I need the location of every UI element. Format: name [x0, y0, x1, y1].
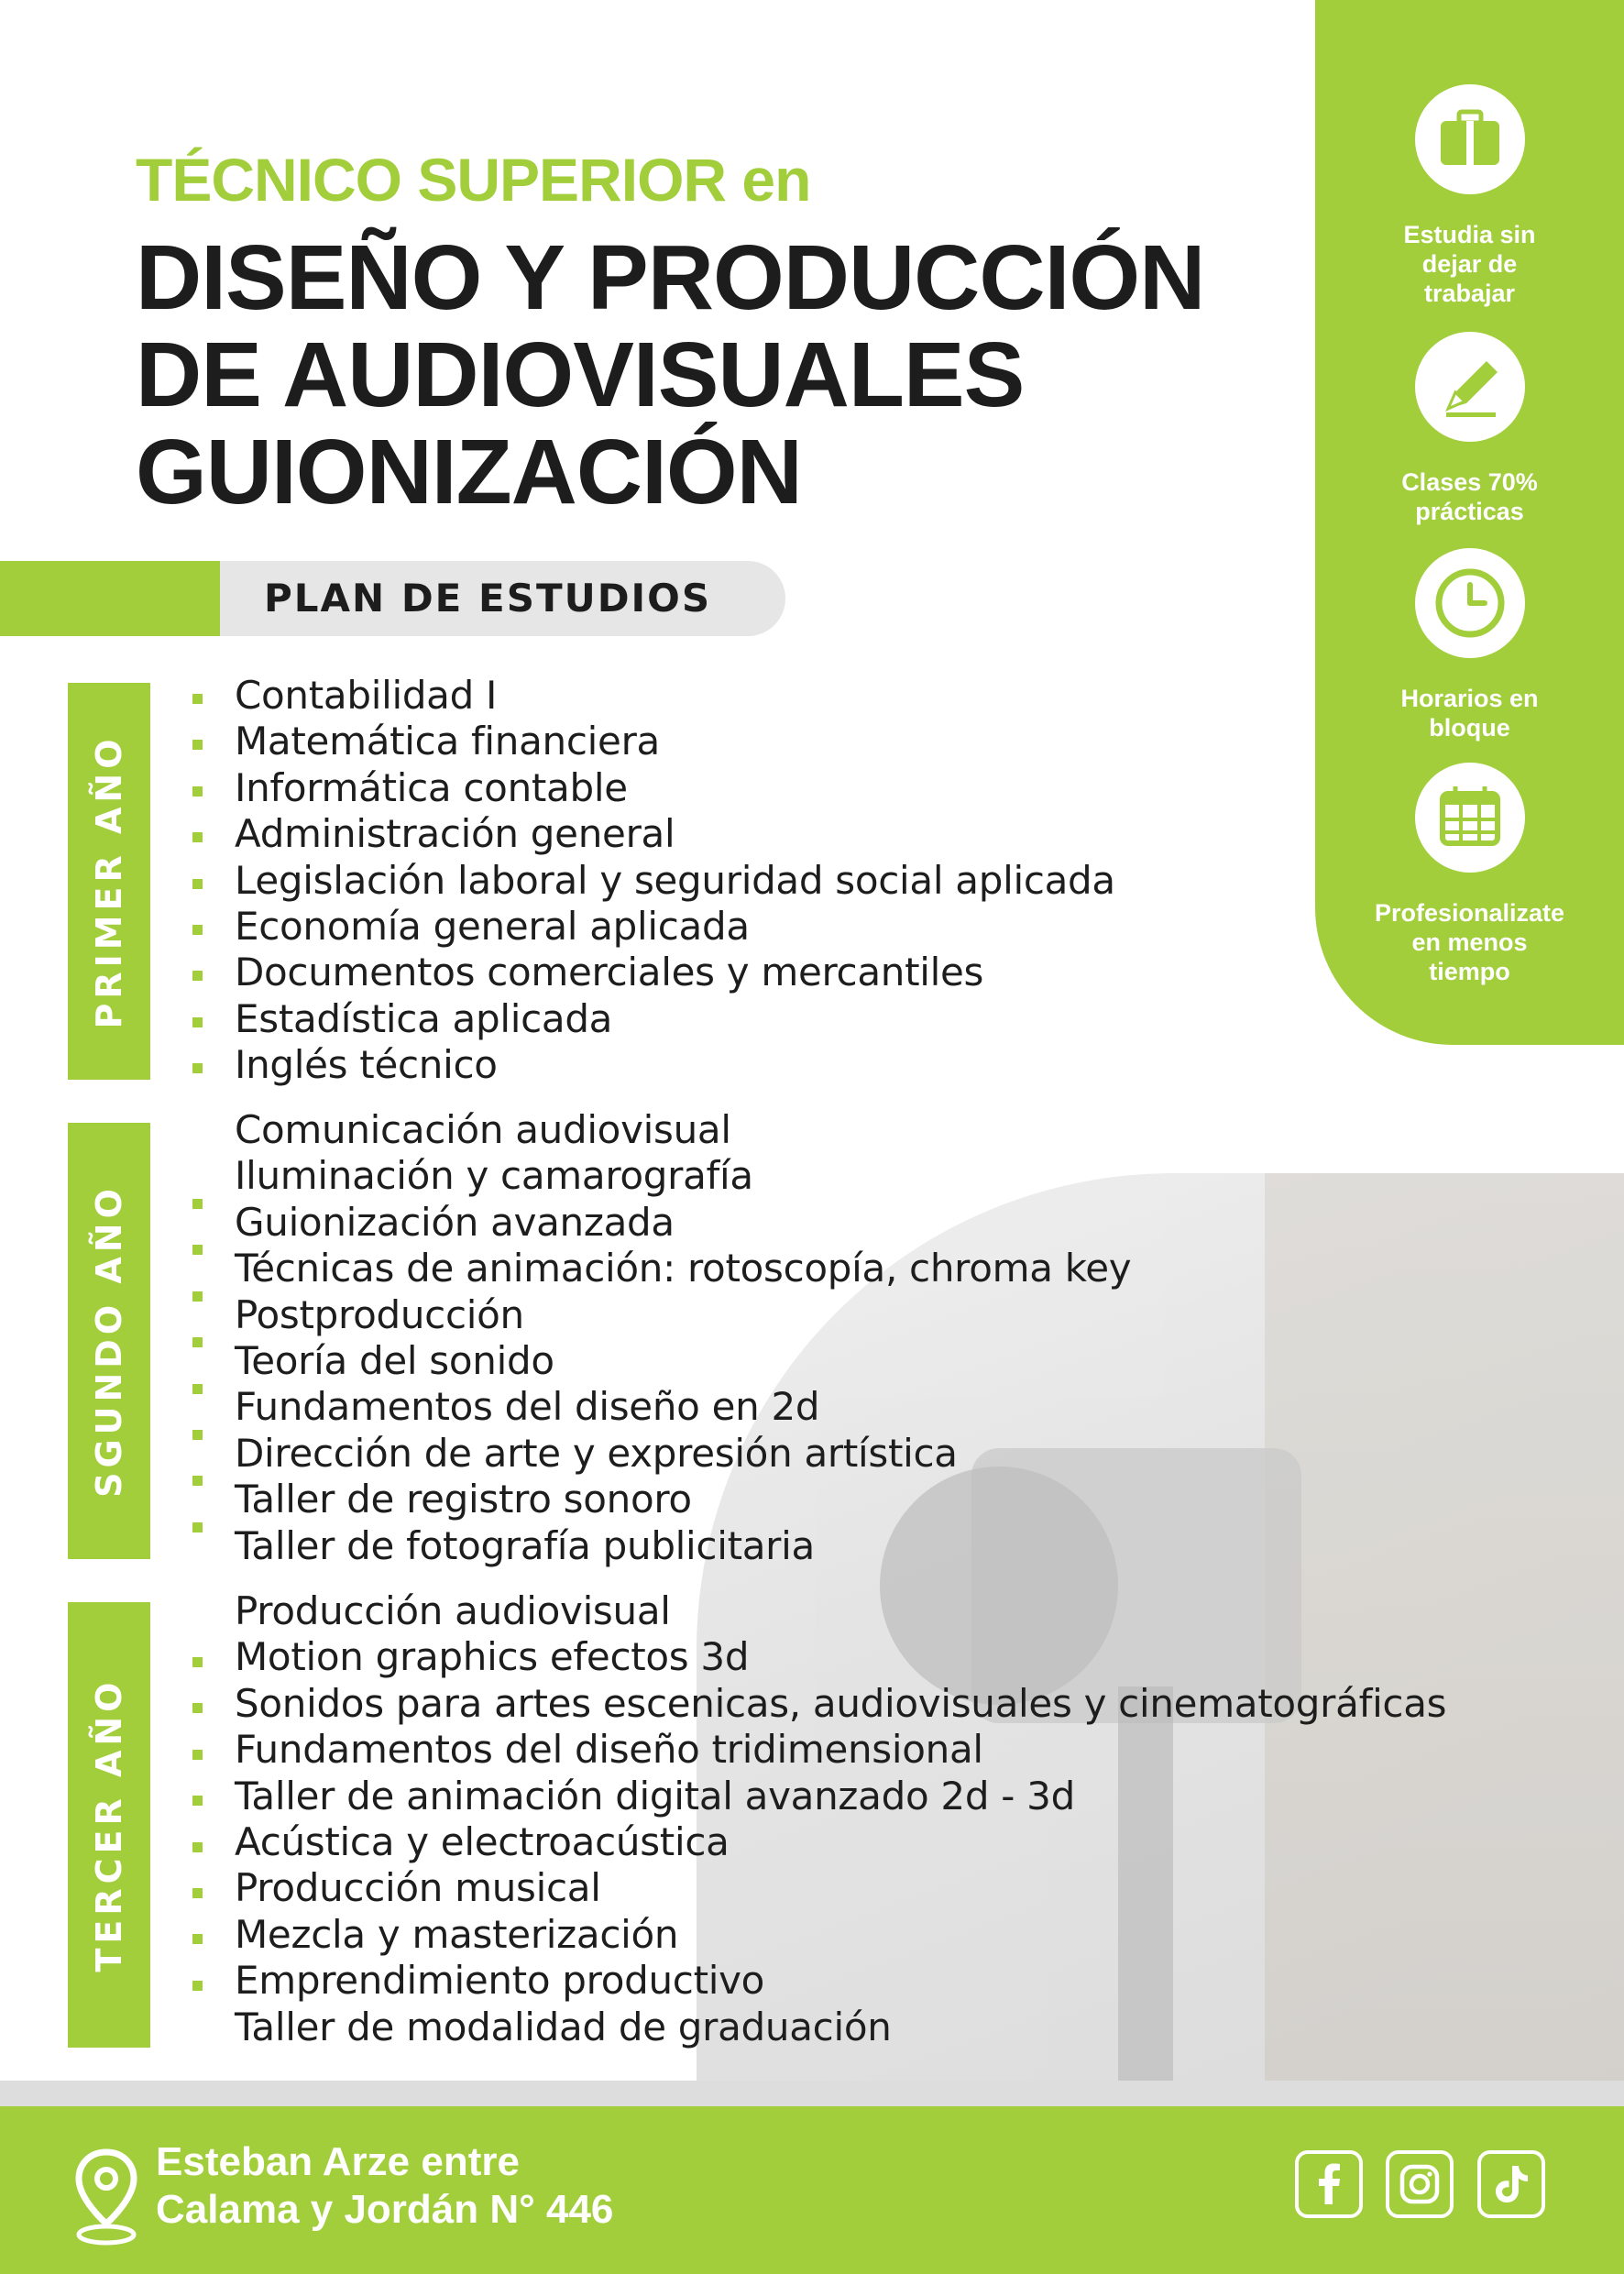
feature-label: [1315, 467, 1624, 526]
subject-item: Iluminación y camarografía: [235, 1153, 753, 1199]
bullet-square: [192, 879, 203, 889]
bullet-square: [192, 1657, 203, 1667]
bullet-square: [192, 1291, 203, 1302]
feature-label-line: bloque: [1429, 714, 1510, 742]
bullet-square: [192, 1981, 203, 1991]
bullet-square: [192, 1796, 203, 1806]
bullet-square: [192, 1337, 203, 1347]
feature-label: [1315, 898, 1624, 986]
feature-label-line: Horarios en: [1400, 685, 1539, 712]
feature-label: [1315, 684, 1624, 742]
program-title-line: GUIONIZACIÓN: [136, 421, 802, 523]
year-label-bar: [68, 683, 150, 1080]
bullet-square: [192, 925, 203, 935]
subject-item: Documentos comerciales y mercantiles: [235, 950, 984, 995]
feature-less-time: [1315, 763, 1624, 986]
subject-item: Taller de registro sonoro: [235, 1477, 692, 1522]
calendar-icon: [1415, 763, 1525, 873]
year-label-bar: [68, 1123, 150, 1559]
bullet-square: [192, 1245, 203, 1255]
program-subtitle: TÉCNICO SUPERIOR en: [136, 146, 811, 214]
program-title-line: DE AUDIOVISUALES: [136, 324, 1025, 426]
feature-icon-circle: [1415, 763, 1525, 873]
features-sidebar: [1315, 0, 1624, 1045]
subject-list-year-2: [235, 1107, 1131, 1569]
subject-item: Comunicación audiovisual: [235, 1107, 731, 1152]
subject-item: Dirección de arte y expresión artística: [235, 1430, 958, 1476]
bullet-square: [192, 1888, 203, 1898]
subject-item: Fundamentos del diseño en 2d: [235, 1384, 820, 1430]
subject-list-year-3: [235, 1588, 1446, 2050]
subject-item: Taller de fotografía publicitaria: [235, 1522, 815, 1568]
feature-label-line: dejar de: [1421, 250, 1518, 278]
subject-item: Postproducción: [235, 1291, 524, 1337]
bullet-square: [192, 1842, 203, 1852]
subject-item: Sonidos para artes escenicas, audiovisuales y cinematográficas: [235, 1680, 1447, 1726]
year-label-bar: [68, 1602, 150, 2048]
bullet-square: [192, 1063, 203, 1073]
facebook-icon: [1311, 2162, 1347, 2206]
subject-item: Mezcla y masterización: [235, 1911, 679, 1957]
feature-label-line: trabajar: [1423, 280, 1516, 307]
subject-item: Emprendimiento productivo: [235, 1958, 765, 2004]
feature-label: [1315, 220, 1624, 308]
feature-label-line: prácticas: [1415, 498, 1524, 525]
subject-item: Informática contable: [235, 764, 628, 810]
briefcase-icon: [1415, 84, 1525, 194]
year-label: SGUNDO AÑO: [89, 1184, 129, 1498]
subject-item: Teoría del sonido: [235, 1338, 554, 1384]
bullet-square: [192, 1476, 203, 1486]
address-line: Esteban Arze entre: [156, 2139, 520, 2184]
program-title-line: DISEÑO Y PRODUCCIÓN: [136, 226, 1205, 329]
bullet-square: [192, 786, 203, 796]
subject-list-year-1: [235, 673, 1115, 1089]
instagram-link[interactable]: [1386, 2150, 1454, 2218]
bullet-square: [192, 1384, 203, 1394]
subject-item: Estadística aplicada: [235, 995, 613, 1041]
subject-item: Producción audiovisual: [235, 1588, 671, 1633]
subject-item: Motion graphics efectos 3d: [235, 1634, 750, 1680]
feature-label-line: Clases 70%: [1401, 468, 1538, 496]
instagram-icon: [1399, 2163, 1441, 2205]
subject-item: Contabilidad I: [235, 673, 498, 718]
feature-label-line: Profesionalizate: [1374, 899, 1565, 927]
feature-block-schedule: [1315, 548, 1624, 742]
feature-label-line: Estudia sin: [1403, 221, 1536, 248]
subject-item: Fundamentos del diseño tridimensional: [235, 1727, 983, 1773]
bullet-square: [192, 1934, 203, 1944]
feature-study-while-working: [1315, 84, 1624, 308]
year-label: TERCER AÑO: [89, 1677, 129, 1972]
feature-icon-circle: [1415, 332, 1525, 442]
subject-item: Legislación laboral y seguridad social aplicada: [235, 857, 1115, 903]
subject-item: Inglés técnico: [235, 1042, 498, 1088]
subject-item: Guionización avanzada: [235, 1199, 675, 1245]
year-label: PRIMER AÑO: [89, 733, 129, 1029]
subject-item: Taller de modalidad de graduación: [235, 2004, 892, 2049]
plan-heading-accent: [0, 561, 220, 636]
tiktok-link[interactable]: [1477, 2150, 1545, 2218]
subject-item: Taller de animación digital avanzado 2d - 3d: [235, 1773, 1075, 1818]
bullet-square: [192, 1522, 203, 1532]
feature-icon-circle: [1415, 84, 1525, 194]
subject-item: Técnicas de animación: rotoscopía, chroma key: [235, 1246, 1132, 1291]
feature-icon-circle: [1415, 548, 1525, 658]
footer-divider: [0, 2081, 1624, 2106]
feature-label-line: tiempo: [1429, 958, 1510, 985]
bullet-square: [192, 1750, 203, 1760]
plan-heading: PLAN DE ESTUDIOS: [264, 576, 712, 621]
subject-item: Matemática financiera: [235, 719, 660, 764]
tiktok-icon: [1492, 2163, 1531, 2205]
bullet-square: [192, 1017, 203, 1027]
bullet-square: [192, 740, 203, 750]
bullet-square: [192, 1430, 203, 1440]
bullet-square: [192, 694, 203, 704]
bullet-square: [192, 832, 203, 842]
bullet-square: [192, 1703, 203, 1713]
clock-icon: [1415, 548, 1525, 658]
bullet-square: [192, 971, 203, 981]
location-pin-icon: [71, 2147, 141, 2247]
feature-practical-classes: [1315, 332, 1624, 526]
subject-item: Producción musical: [235, 1865, 601, 1911]
bullet-square: [192, 1199, 203, 1209]
subject-item: Economía general aplicada: [235, 904, 750, 950]
feature-label-line: en menos: [1411, 928, 1528, 956]
pencil-icon: [1415, 332, 1525, 442]
subject-item: Administración general: [235, 811, 675, 857]
program-title: [136, 226, 1205, 523]
facebook-link[interactable]: [1295, 2150, 1363, 2218]
footer-address: [156, 2138, 613, 2234]
address-line: Calama y Jordán N° 446: [156, 2187, 614, 2232]
subject-item: Acústica y electroacústica: [235, 1819, 730, 1865]
